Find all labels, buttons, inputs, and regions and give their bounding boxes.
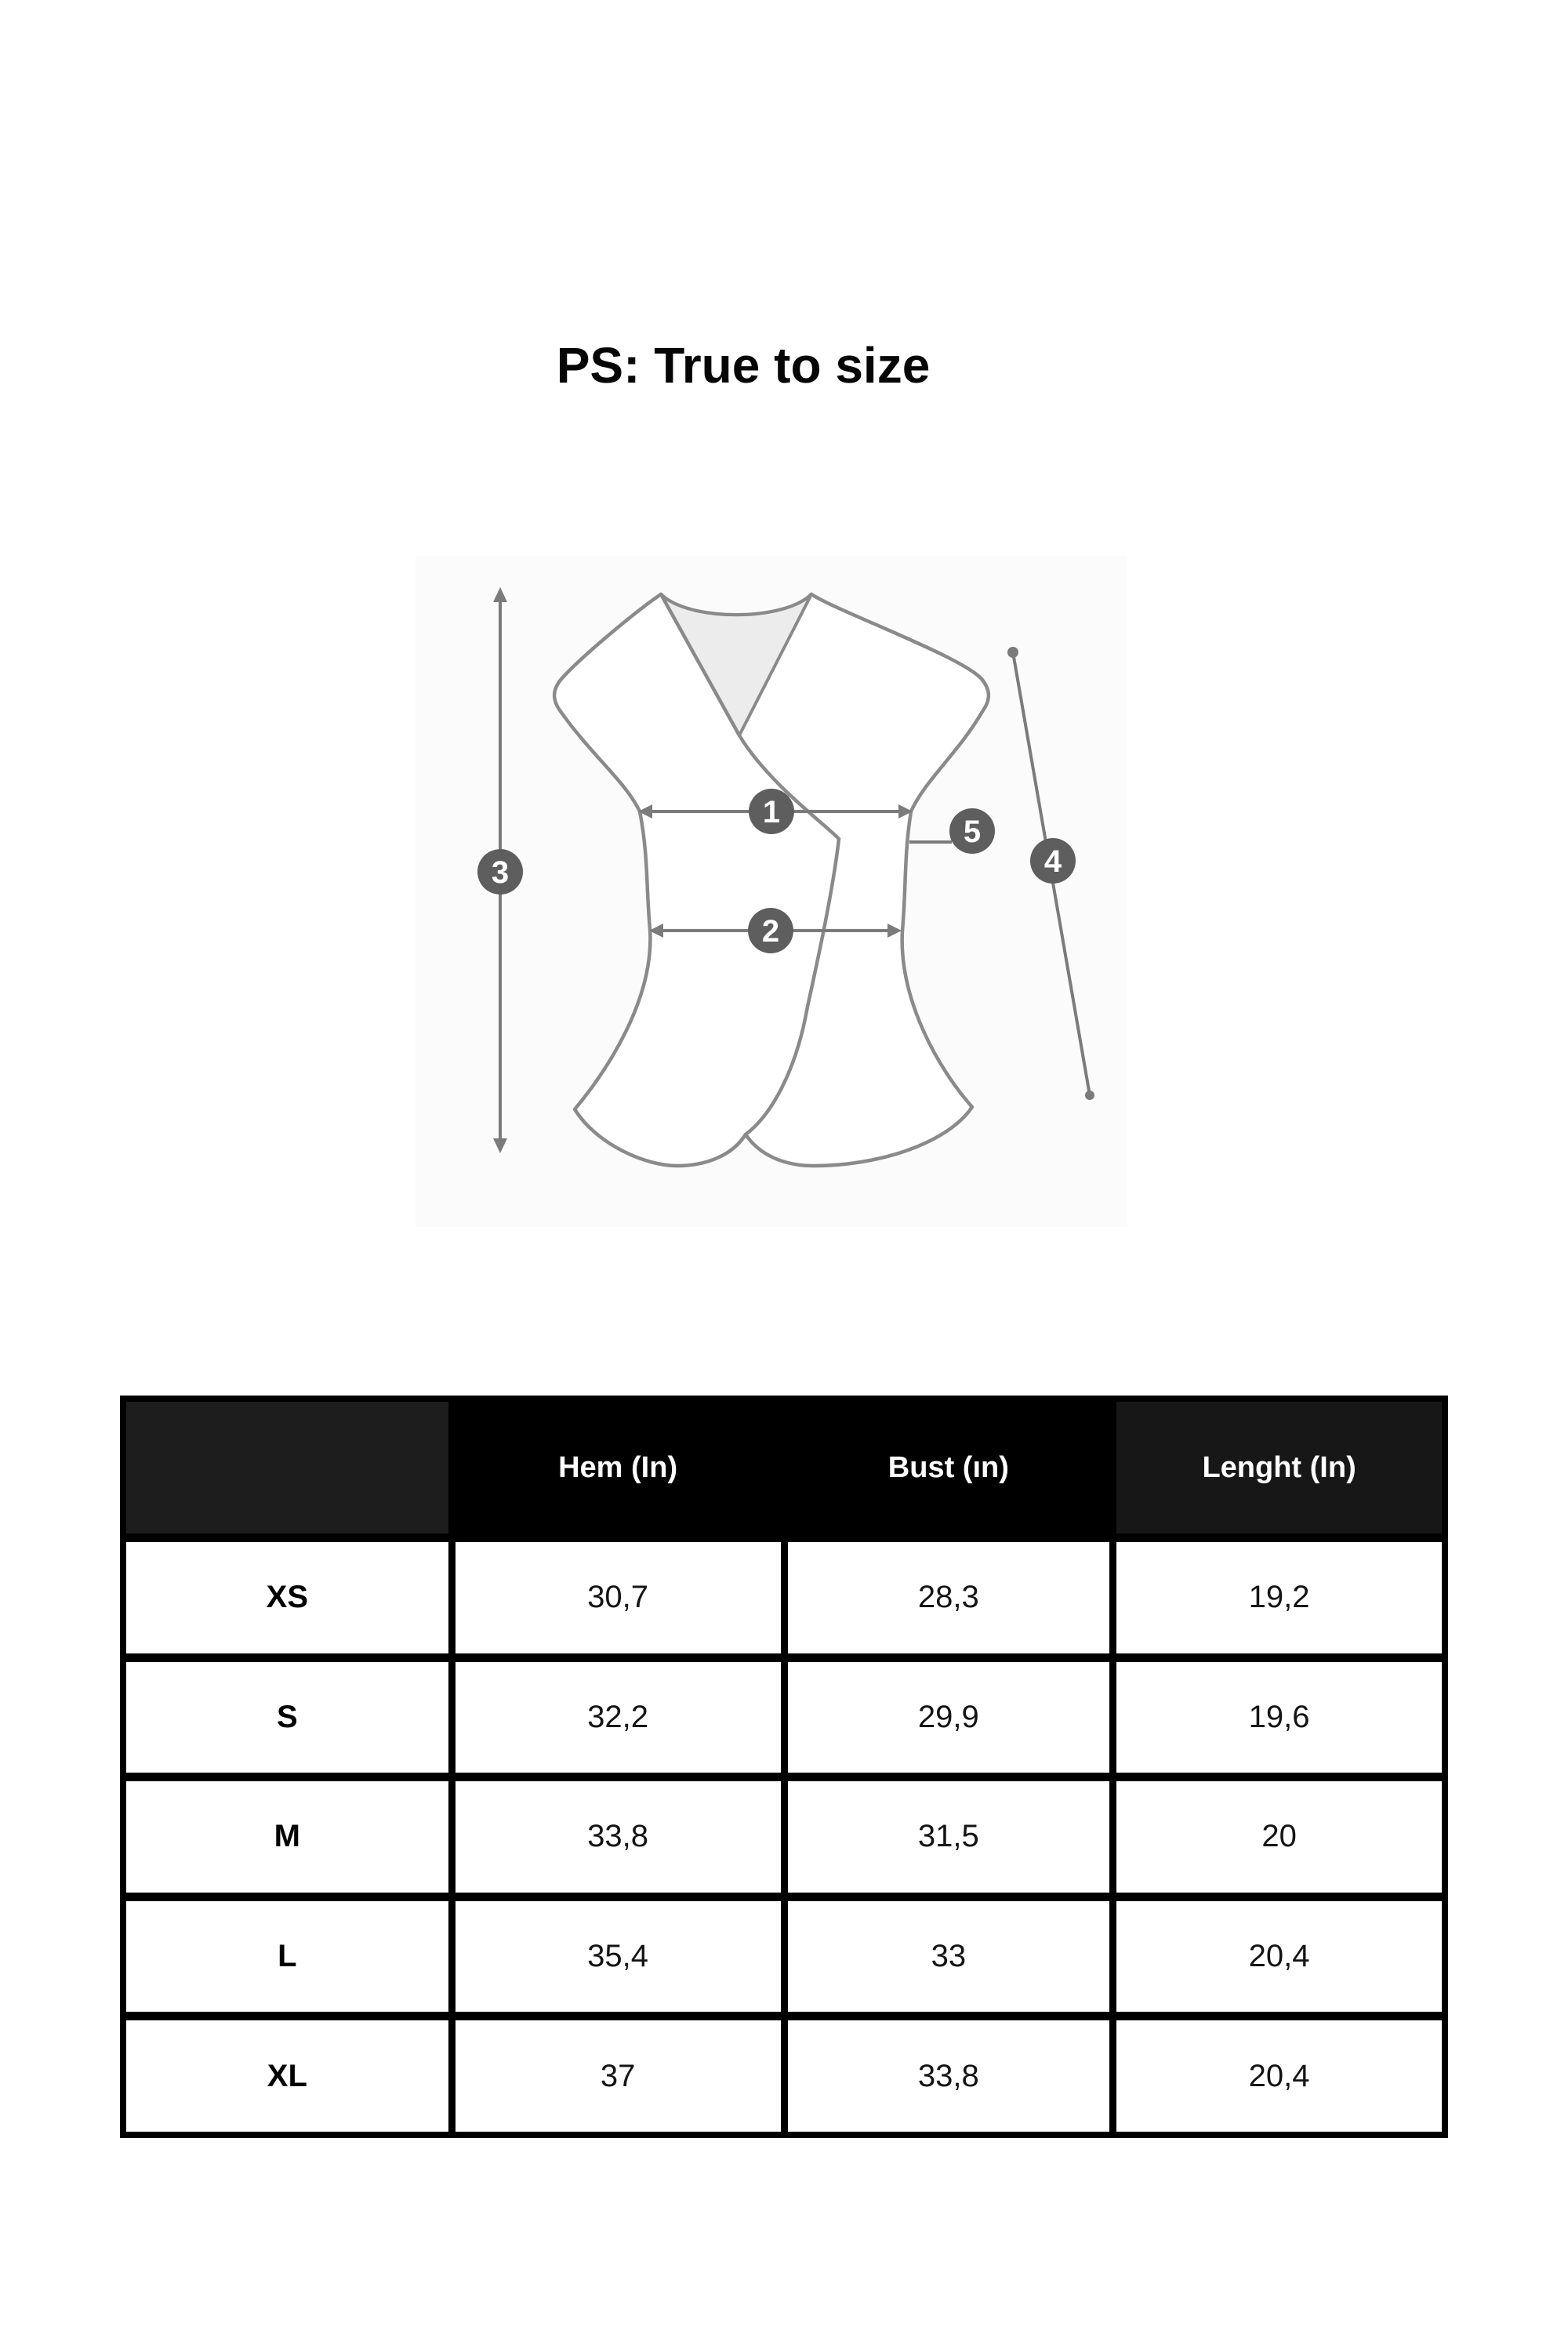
row-m-size: M (126, 1781, 448, 1893)
header-cell-bust: Bust (ın) (788, 1402, 1110, 1534)
row-l-size: L (126, 1901, 448, 2013)
row-s-hem: 32,2 (456, 1662, 781, 1773)
row-xs-length: 19,2 (1116, 1542, 1442, 1653)
row-xl-bust: 33,8 (788, 2020, 1110, 2132)
header-cell-empty (126, 1402, 448, 1534)
size-table (120, 1396, 1448, 2138)
row-m-bust: 31,5 (788, 1781, 1110, 1893)
row-xs-hem: 30,7 (456, 1542, 781, 1653)
row-m-hem: 33,8 (456, 1781, 781, 1893)
row-xl-hem: 37 (456, 2020, 781, 2132)
marker-1 (749, 789, 794, 834)
marker-1-label: 1 (762, 795, 781, 829)
marker-4-label: 4 (1044, 844, 1062, 879)
row-l-bust: 33 (788, 1901, 1110, 2013)
row-s-size: S (126, 1662, 448, 1773)
marker-4 (1030, 838, 1076, 884)
page-title: PS: True to size (556, 337, 931, 394)
row-s-bust: 29,9 (788, 1662, 1110, 1773)
row-xs-bust: 28,3 (788, 1542, 1110, 1653)
marker-5-label: 5 (963, 815, 982, 849)
row-m-length: 20 (1116, 1781, 1442, 1893)
row-xs-size: XS (126, 1542, 448, 1653)
header-cell-hem: Hem (In) (456, 1402, 781, 1534)
row-l-hem: 35,4 (456, 1901, 781, 2013)
header-cell-length: Lenght (In) (1116, 1402, 1442, 1534)
marker-3-label: 3 (491, 855, 510, 890)
marker-5 (949, 808, 995, 854)
row-l-length: 20,4 (1116, 1901, 1442, 2013)
marker-2 (748, 908, 793, 953)
row-xl-length: 20,4 (1116, 2020, 1442, 2132)
marker-2-label: 2 (761, 914, 780, 949)
row-s-length: 19,6 (1116, 1662, 1442, 1773)
marker-3 (477, 849, 523, 895)
row-xl-size: XL (126, 2020, 448, 2132)
garment-measurement-diagram (416, 556, 1127, 1227)
